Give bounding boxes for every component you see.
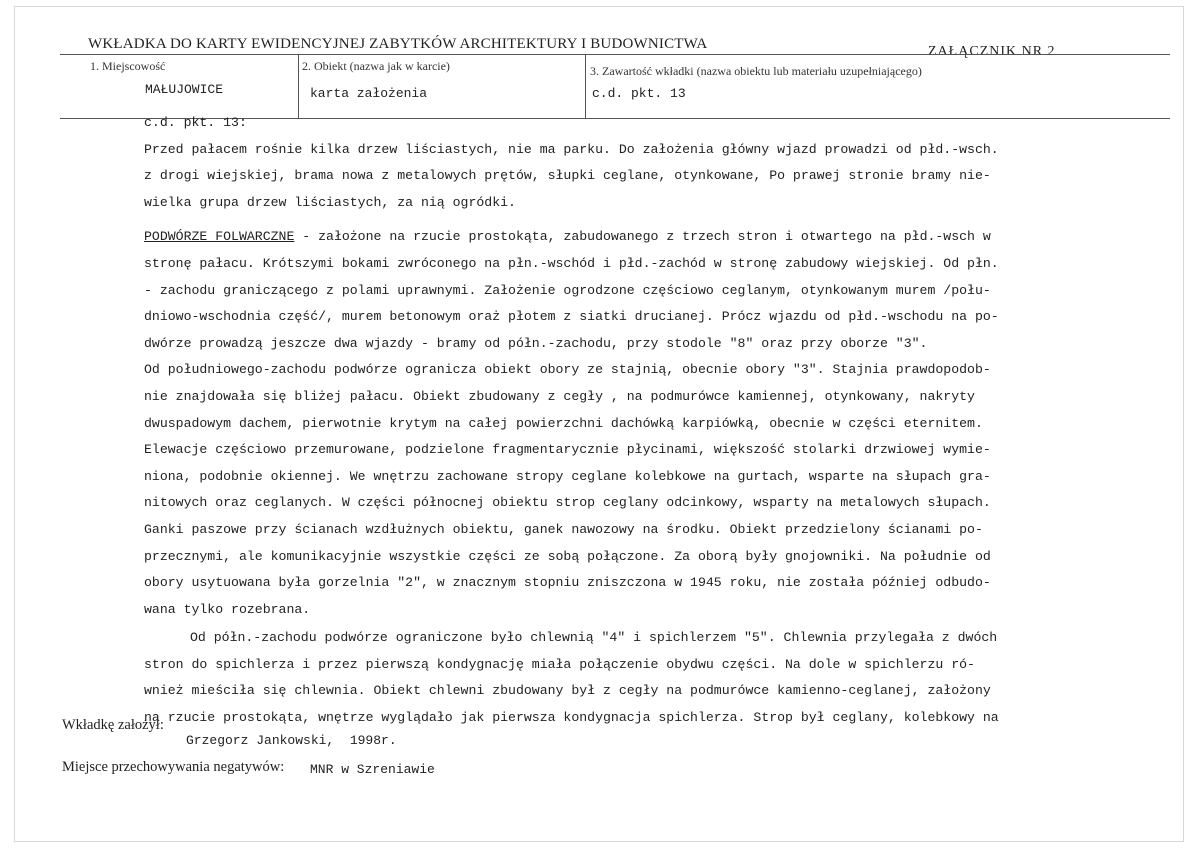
annex-number: ZAŁĄCZNIK NR 2 — [928, 44, 1056, 59]
section-title: PODWÓRZE FOLWARCZNE — [144, 229, 295, 245]
body-line: - zachodu graniczącego z polami uprawnymi. Założenie ogrodzone częściowo ceglanym, otynkowanym murem /połu- — [144, 282, 991, 298]
body-line: dwórze prowadzą jeszcze dwa wjazdy - bramy od półn.-zachodu, przy stodole "8" oraz przy oborze "3". — [144, 335, 928, 351]
body-line: wnież mieściła się chlewnia. Obiekt chlewni zbudowany był z cegły na podmurówce kamienno-ceglanej, założony — [144, 683, 991, 699]
document-body — [144, 110, 1064, 732]
body-line: przecznymi, ale komunikacyjnie wszystkie części ze sobą połączone. Za oborą były gnojowniki. Na południe od — [144, 548, 991, 564]
field-divider-2 — [585, 54, 586, 118]
body-line: stron do spichlerza i przez pierwszą kondygnację miała połączenie obydwu części. Na dole w spichlerzu ró- — [144, 656, 975, 672]
body-line: dniowo-wschodnia część/, murem betonowym oraż płotem z siatki drucianej. Prócz wjazdu od płd.-wschodu na po- — [144, 309, 999, 325]
body-line: wielka grupa drzew liściastych, za nią ogródki. — [144, 194, 516, 210]
form-title: WKŁADKA DO KARTY EWIDENCYJNEJ ZABYTKÓW ARCHITEKTURY I BUDOWNICTWA — [88, 36, 708, 52]
field-label-content: 3. Zawartość wkładki (nazwa obiektu lub materiału uzupełniającego) — [590, 64, 922, 78]
field-value-content: c.d. pkt. 13 — [592, 86, 686, 101]
body-line: nie znajdowała się bliżej pałacu. Obiekt zbudowany z cegły , na podmurówce kamiennej, otynkowany, nakryty — [144, 388, 975, 404]
body-line: Elewacje częściowo przemurowane, podzielone fragmentarycznie płycinami, większość stolarki drzwiowej wymie- — [144, 442, 991, 458]
field-value-location: MAŁUJOWICE — [145, 82, 224, 97]
continuation-heading: c.d. pkt. 13: — [144, 115, 247, 130]
body-line: niona, podobnie okiennej. We wnętrzu zachowane stropy ceglane kolebkowe na gurtach, wsparte na słupach gra- — [144, 468, 991, 484]
body-line: wana tylko rozebrana. — [144, 601, 311, 617]
field-label-object: 2. Obiekt (nazwa jak w karcie) — [302, 59, 450, 73]
body-line: Ganki paszowe przy ścianach wzdłużnych obiektu, ganek nawozowy na środku. Obiekt przedzielony ścianami po- — [144, 521, 983, 537]
section-line — [144, 224, 1064, 251]
negatives-value: MNR w Szreniawie — [310, 762, 435, 777]
body-line: obory usytuowana była gorzelnia "2", w znacznym stopniu zniszczona w 1945 roku, nie została później odbudo- — [144, 575, 991, 591]
negatives-label: Miejsce przechowywania negatywów: — [62, 759, 285, 775]
body-line: stronę pałacu. Krótszymi bokami zwróconego na płn.-wschód i płd.-zachód w stronę zabudowy wiejskiej. Od płn. — [144, 255, 999, 271]
field-label-location: 1. Miejscowość — [90, 59, 166, 73]
body-line: Przed pałacem rośnie kilka drzew liściastych, nie ma parku. Do założenia główny wjazd prowadzi od płd.-wsch. — [144, 141, 999, 157]
header-top-rule — [60, 54, 1170, 55]
body-line: nitowych oraz ceglanych. W części północnej obiektu strop ceglany odcinkowy, wsparty na metalowych słupach. — [144, 495, 991, 511]
field-value-object: karta założenia — [310, 86, 428, 101]
body-line: Od południowego-zachodu podwórze ogranicza obiekt obory ze stajnią, obecnie obory "3". Stajnia prawdopodob- — [144, 362, 991, 378]
section-line-rest: - założone na rzucie prostokąta, zabudowanego z trzech stron i otwartego na płd.-wsch w — [294, 229, 991, 245]
author-label: Wkładkę założył: — [62, 717, 164, 733]
body-line: z drogi wiejskiej, brama nowa z metalowych prętów, słupki ceglane, otynkowane, Po prawej stronie bramy nie- — [144, 168, 991, 184]
body-line: na rzucie prostokąta, wnętrze wyglądało jak pierwsza kondygnacja spichlerza. Strop był ceglany, kolebkowy na — [144, 710, 999, 726]
body-line: dwuspadowym dachem, pierwotnie krytym na całej powierzchni dachówką karpiówką, obecnie w części eternitem. — [144, 415, 983, 431]
author-value: Grzegorz Jankowski, 1998r. — [186, 733, 397, 748]
body-line: Od półn.-zachodu podwórze ograniczone było chlewnią "4" i spichlerzem "5". Chlewnia przylegała z dwóch — [190, 630, 998, 646]
field-divider-1 — [298, 54, 299, 118]
